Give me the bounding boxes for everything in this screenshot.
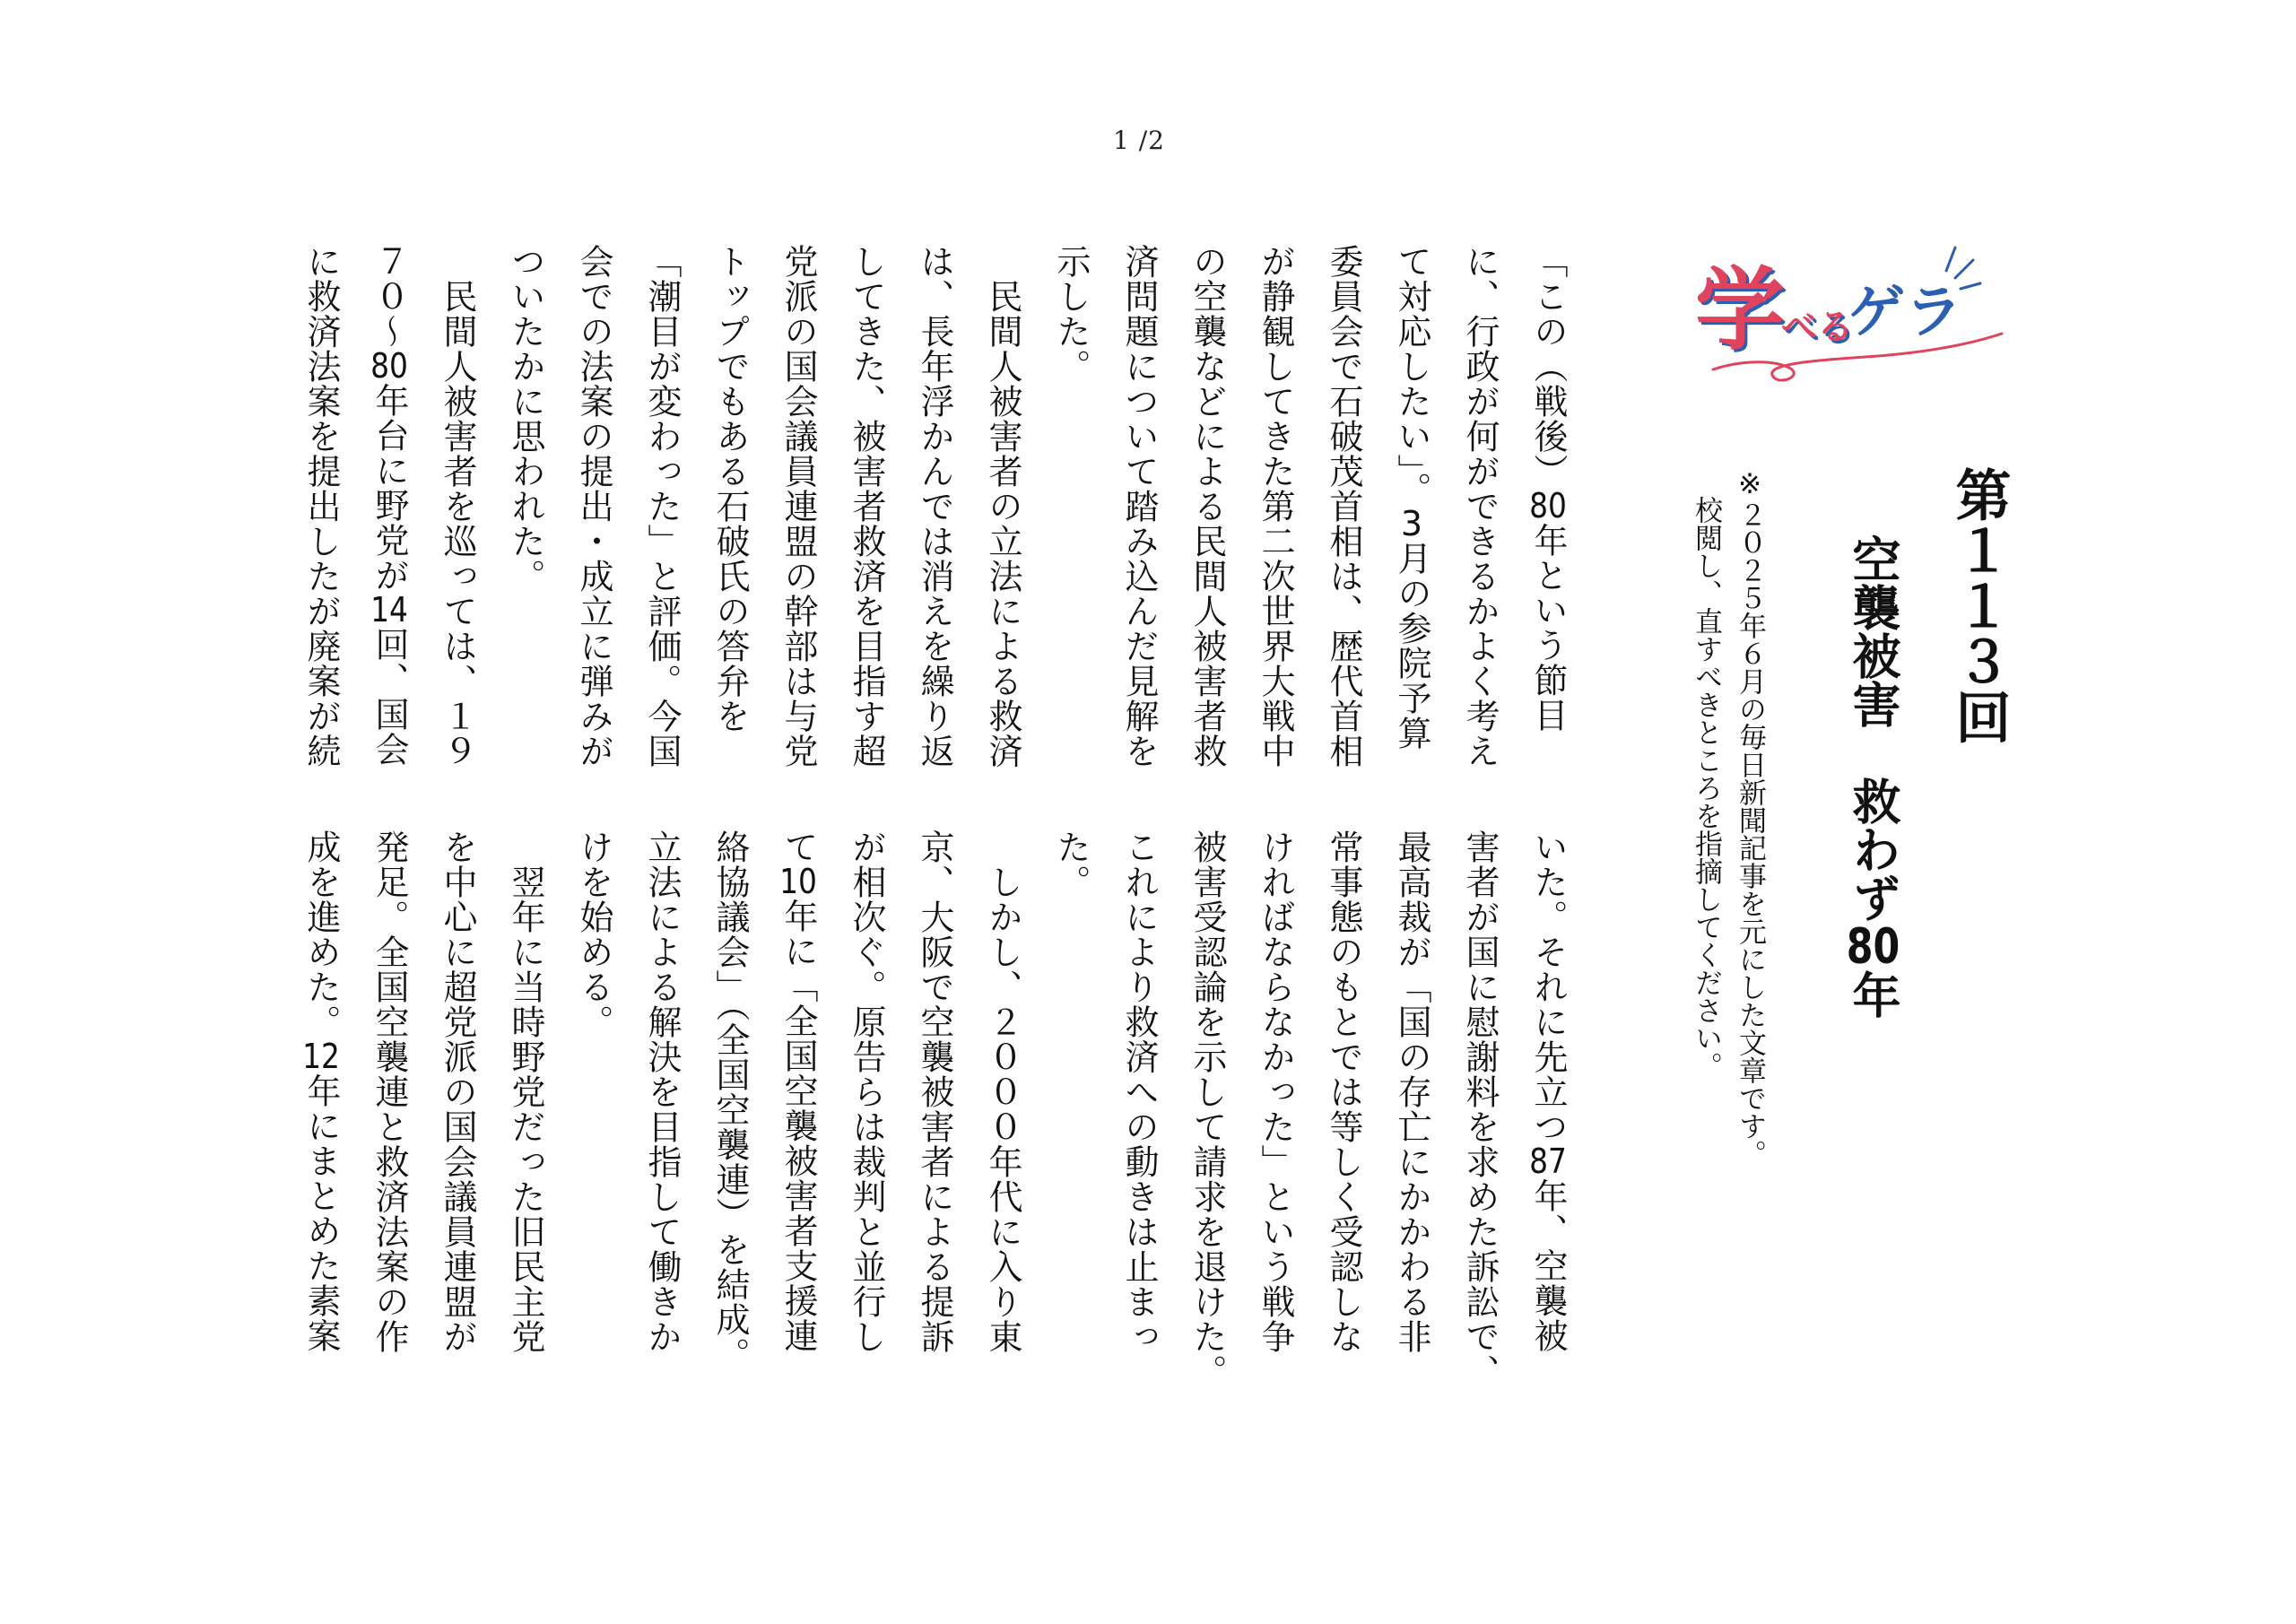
text-column: ければならなかった」という戦争 [1256,829,1295,1354]
text-column: 絡協議会」（全国空襲連）を結成。 [710,829,750,1372]
text-column: 済問題について踏み込んだ見解を [1119,244,1159,769]
text-column: 最高裁が「国の存亡にかかわる非 [1392,829,1431,1354]
upright-digits: 10 [779,864,817,899]
text-column: 京、大阪で空襲被害者による提訴 [915,829,954,1354]
text-column: に、行政が何ができるかよく考え [1460,244,1500,769]
text-column: て10年に「全国空襲被害者支援連 [778,829,818,1353]
text-column: 民間人被害者を巡っては、１９ [438,244,477,769]
text-column: しかし、２０００年代に入り東 [983,829,1022,1354]
instruction-notes [1683,468,1771,1203]
instruction-note: 校閲し、直すべきところを指摘してください。 [1690,496,1722,1080]
upright-digits: 80 [1846,922,1900,970]
text-column: は、長年浮かんでは消えを繰り返 [915,244,954,769]
text-column: た。 [1051,829,1091,899]
text-column: 民間人被害者の立法による救済 [983,244,1022,769]
text-column: これにより救済への動きは止まっ [1119,829,1159,1354]
upright-digits: 12 [302,1039,340,1073]
text-column: トップでもある石破氏の答弁を [710,244,750,734]
text-column: 委員会で石破茂首相は、歴代首相 [1324,244,1363,769]
article-upper-tier [287,244,1582,818]
issue-title-text: 第１１３回 [1946,466,2012,744]
text-column: が静観してきた第二次世界大戦中 [1256,244,1295,769]
upright-digits: 80 [1529,489,1567,523]
text-column: 「潮目が変わった」と評価。今国 [642,244,682,769]
text-column: 「この（戦後）80年という節目 [1528,244,1568,733]
text-column: 党派の国会議員連盟の幹部は与党 [778,244,818,769]
upright-digits: 80 [370,349,408,383]
text-column: 常事態のもとでは等しく受認しな [1324,829,1363,1354]
instruction-note: ※２０２５年６月の毎日新聞記事を元にした文章です。 [1734,468,1766,1168]
article-headline [1846,534,1900,1046]
logo-text-gera: ゲラ [1848,280,1962,346]
text-column: 立法による解決を目指して働きか [642,829,682,1354]
text-column: 被害受認論を示して請求を退けた。 [1187,829,1227,1389]
text-column: 翌年に当時野党だった旧民主党 [506,829,545,1354]
issue-title [1946,466,2012,762]
logo-text-manabu: 学 [1695,257,1785,362]
text-column: けを始める。 [574,829,613,1039]
text-column: が相次ぐ。原告らは裁判と並行し [847,829,886,1354]
upright-digits: 87 [1529,1144,1567,1178]
text-column: を中心に超党派の国会議員連盟が [438,829,477,1354]
upright-digits: 3 [1400,507,1423,541]
text-column: 発足。全国空襲連と救済法案の作 [370,829,409,1354]
text-column: してきた、被害者救済を目指す超 [847,244,886,769]
upright-digits: 14 [370,593,408,627]
text-column: 示した。 [1051,244,1091,384]
text-column: 成を進めた。12年にまとめた素案 [301,829,341,1353]
text-column: 会での法案の提出・成立に弾みが [574,244,613,769]
text-column: いた。それに先立つ87年、空襲被 [1528,829,1568,1353]
text-column: ついたかに思われた。 [506,244,545,594]
article-headline-text: 空襲被害 救わず80年 [1845,534,1901,1019]
text-column: の空襲などによる民間人被害者救 [1187,244,1227,769]
logo-text-beru: べる [1781,307,1853,348]
article-lower-tier [287,829,1582,1403]
text-column: て対応したい」。3月の参院予算 [1392,244,1431,751]
page-number: 1 /2 [1113,126,1165,155]
text-column: ７０～80年台に野党が14回、国会 [370,244,409,767]
logo [1686,235,2018,392]
text-column: に救済法案を提出したが廃案が続 [301,244,341,769]
text-column: 害者が国に慰謝料を求めた訴訟で、 [1460,829,1500,1389]
